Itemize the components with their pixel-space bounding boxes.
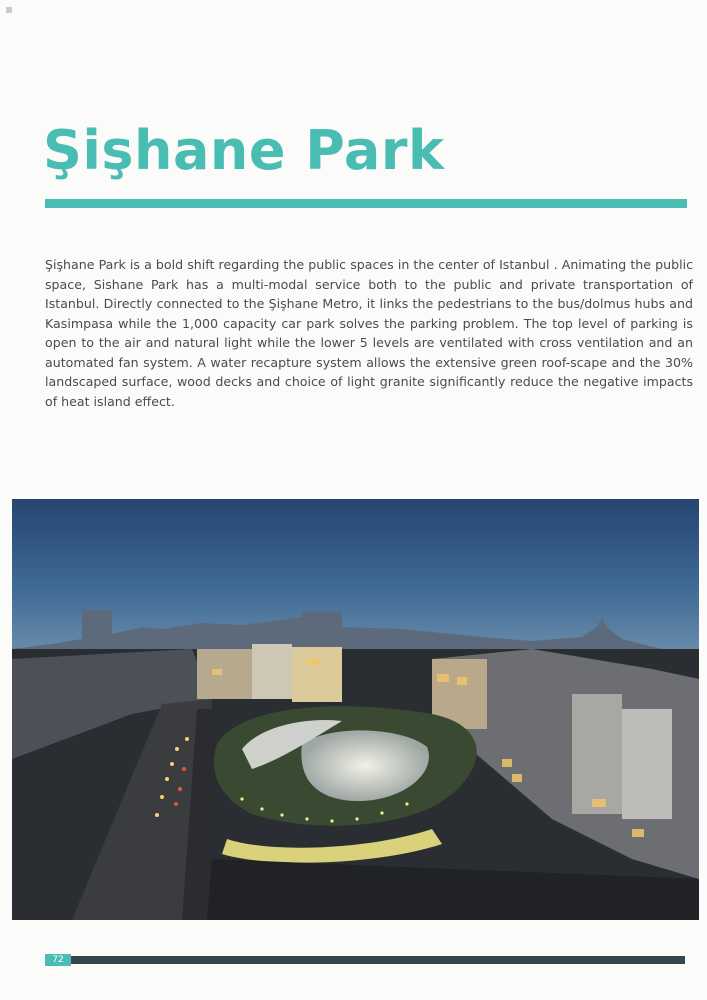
page-number: 72 xyxy=(45,954,71,966)
body-paragraph: Şişhane Park is a bold shift regarding the public spaces in the center of Istanbul . Animating the public space, Sishane Park has a multi-modal service both to the public and private transportation of Istanbul. Directly connected to the Şişhane Metro, it links the pedestrians to the bus/dolmus hubs and Kasimpasa while the 1,000 capacity car park solves the parking problem. The top level of parking is open to the air and natural light while the lower 5 levels are ventilated with cross ventilation and an automated fan system. A water recapture system allows the extensive green roof-scape and the 30% landscaped surface, wood decks and choice of light granite significantly reduce the negative impacts of heat island effect. xyxy=(45,257,693,409)
corner-mark xyxy=(6,7,12,13)
footer-bar xyxy=(45,956,685,964)
title-underline xyxy=(45,199,687,208)
page-title: Şişhane Park xyxy=(43,119,445,182)
aerial-night-photo xyxy=(12,499,699,920)
